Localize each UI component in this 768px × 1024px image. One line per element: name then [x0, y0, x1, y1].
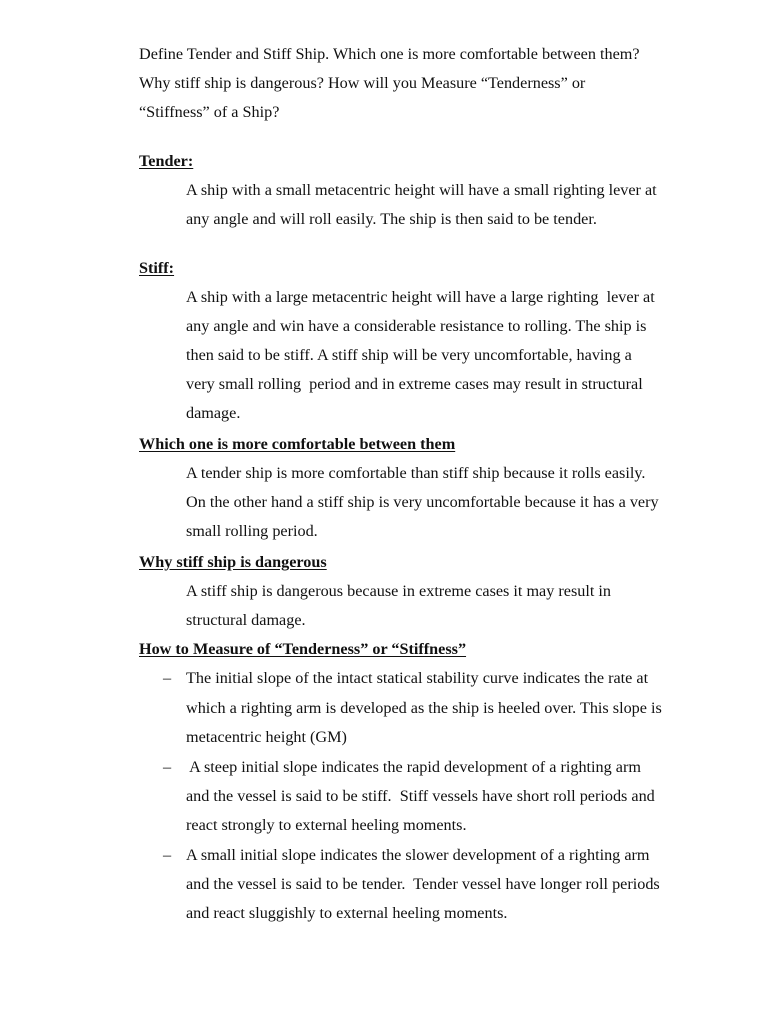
stiff-text-line: damage.: [186, 404, 241, 422]
comfortable-text-line: On the other hand a stiff ship is very uncomfortable because it has a very: [186, 493, 659, 511]
bullet-text-line: and the vessel is said to be stiff. Stiff vessels have short roll periods and: [186, 787, 655, 805]
question-line: Why stiff ship is dangerous? How will you Measure “Tenderness” or: [139, 74, 586, 92]
bullet-text-line: metacentric height (GM): [186, 728, 347, 746]
question-line: Define Tender and Stiff Ship. Which one is more comfortable between them?: [139, 45, 640, 63]
measure-heading: How to Measure of “Tenderness” or “Stiffness”: [139, 640, 467, 658]
bullet-dash-icon: –: [163, 758, 172, 776]
tender-text-line: any angle and will roll easily. The ship is then said to be tender.: [186, 210, 597, 228]
dangerous-heading: Why stiff ship is dangerous: [139, 553, 327, 571]
comfortable-text-line: small rolling period.: [186, 522, 318, 540]
dangerous-text-line: structural damage.: [186, 611, 306, 629]
bullet-text-line: which a righting arm is developed as the ship is heeled over. This slope is: [186, 699, 662, 717]
stiff-text-line: then said to be stiff. A stiff ship will be very uncomfortable, having a: [186, 346, 632, 364]
bullet-text-line: The initial slope of the intact statical stability curve indicates the rate at: [186, 669, 649, 687]
bullet-text-line: and react sluggishly to external heeling moments.: [186, 904, 508, 922]
comfortable-heading: Which one is more comfortable between them: [139, 435, 456, 453]
bullet-text-line: A small initial slope indicates the slower development of a righting arm: [186, 846, 650, 864]
stiff-text-line: any angle and win have a considerable resistance to rolling. The ship is: [186, 317, 647, 335]
tender-text-line: A ship with a small metacentric height will have a small righting lever at: [186, 181, 657, 199]
question-line: “Stiffness” of a Ship?: [139, 103, 280, 121]
bullet-text-line: react strongly to external heeling moments.: [186, 816, 467, 834]
bullet-text-line: A steep initial slope indicates the rapid development of a righting arm: [186, 758, 641, 776]
dangerous-text-line: A stiff ship is dangerous because in extreme cases it may result in: [186, 582, 611, 600]
bullet-dash-icon: –: [163, 669, 172, 687]
bullet-text-line: and the vessel is said to be tender. Tender vessel have longer roll periods: [186, 875, 660, 893]
tender-heading: Tender:: [139, 152, 194, 170]
comfortable-text-line: A tender ship is more comfortable than stiff ship because it rolls easily.: [186, 464, 646, 482]
bullet-dash-icon: –: [163, 846, 172, 864]
stiff-heading: Stiff:: [139, 259, 175, 277]
stiff-text-line: A ship with a large metacentric height will have a large righting lever at: [186, 288, 655, 306]
stiff-text-line: very small rolling period and in extreme cases may result in structural: [186, 375, 643, 393]
